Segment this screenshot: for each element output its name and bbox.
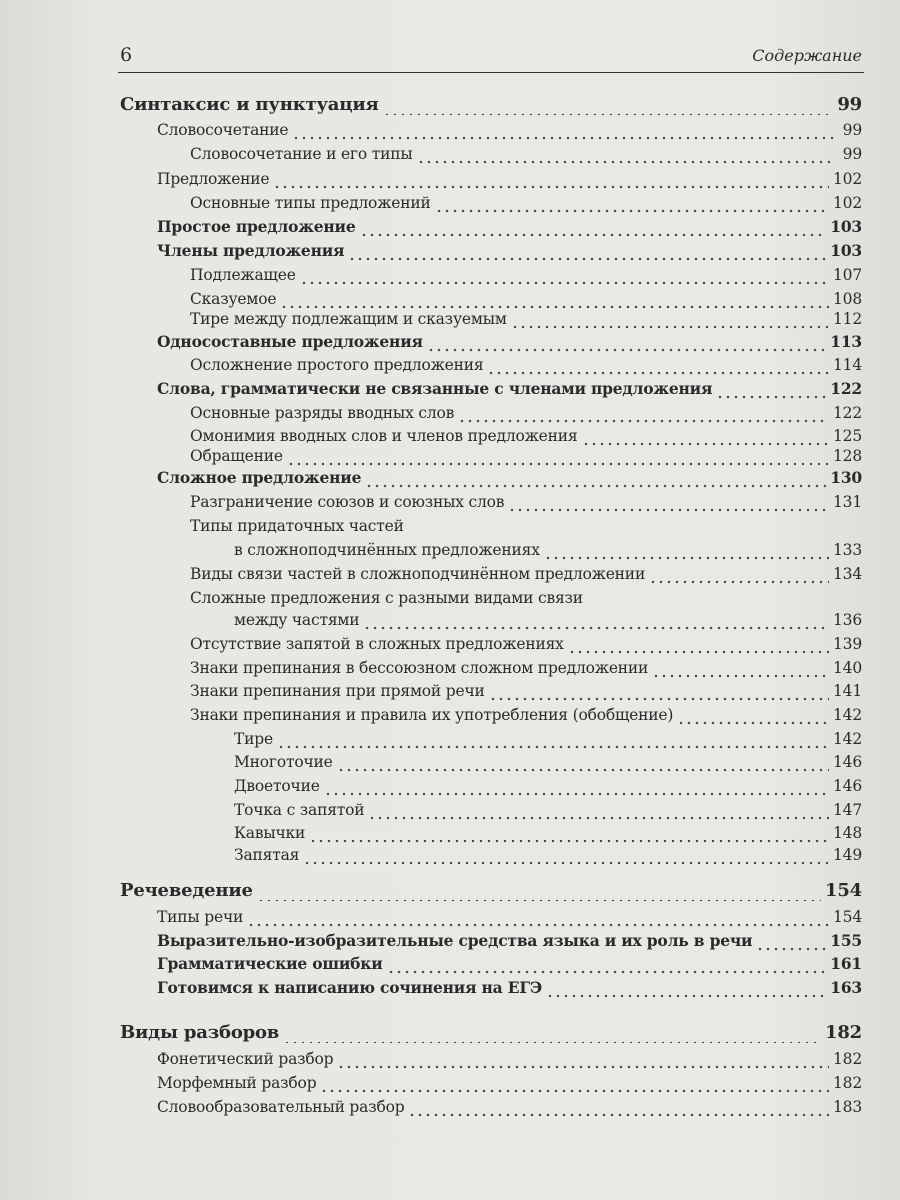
page-number: 6 (120, 44, 133, 66)
toc-entry-title: Фонетический разбор (157, 1050, 334, 1068)
toc-entry (190, 703, 862, 725)
toc-entry (157, 330, 862, 352)
toc-entry (120, 1017, 862, 1043)
toc-entry (157, 1047, 862, 1069)
toc-entry-page: 113 (830, 332, 862, 351)
toc-entry-title: Члены предложения (157, 241, 345, 260)
dot-leader (417, 144, 837, 164)
dot-leader (257, 881, 821, 901)
toc-entry-title: Основные разряды вводных слов (190, 404, 455, 422)
toc-entry (157, 377, 862, 399)
toc-entry-title: Словосочетание (157, 121, 289, 139)
dot-leader (363, 610, 829, 630)
toc-entry-page: 154 (825, 880, 862, 901)
toc-entry-page: 163 (830, 978, 862, 997)
toc-entry-page: 148 (833, 824, 862, 842)
toc-entry (157, 1071, 862, 1093)
toc-entry-page: 99 (837, 94, 862, 115)
dot-leader (487, 355, 829, 375)
dot-leader (300, 265, 829, 285)
toc-entry-title: Знаки препинания и правила их употребления (обобщение) (190, 706, 674, 724)
toc-entry-title: Тире (234, 730, 273, 748)
dot-leader (348, 241, 826, 261)
toc-entry (157, 466, 862, 488)
toc-entry-title: Речеведение (120, 880, 253, 901)
toc-entry-title: Синтаксис и пунктуация (120, 94, 379, 115)
toc-entry-page: 122 (830, 379, 862, 398)
dot-leader (337, 1049, 829, 1069)
toc-entry-page: 136 (833, 611, 862, 629)
toc-entry (234, 538, 862, 560)
toc-entry (190, 287, 862, 309)
toc-entry-title: Виды разборов (120, 1022, 280, 1043)
dot-leader (387, 954, 827, 974)
toc-entry-title: Разграничение союзов и союзных слов (190, 493, 505, 511)
dot-leader (582, 426, 830, 446)
dot-leader (587, 588, 836, 608)
toc-entry-page: 142 (833, 706, 862, 724)
toc-entry-title: между частями (234, 611, 360, 629)
dot-leader (546, 978, 826, 998)
toc-entry-page: 108 (833, 290, 862, 308)
toc-entry-title: Сказуемое (190, 290, 277, 308)
dot-leader (652, 658, 829, 678)
toc-entry-title: Кавычки (234, 824, 306, 842)
toc-entry-page: 140 (833, 659, 862, 677)
toc-entry (120, 89, 862, 115)
dot-leader (677, 705, 829, 725)
toc-entry-title: Отсутствие запятой в сложных предложениях (190, 635, 564, 653)
dot-leader (320, 1073, 829, 1093)
toc-entry-title: Тире между подлежащим и сказуемым (190, 310, 507, 328)
toc-entry (190, 353, 862, 375)
toc-entry-page: 103 (830, 241, 862, 260)
toc-entry-page: 147 (833, 801, 862, 819)
dot-leader (511, 309, 829, 329)
toc-entry-title: Готовимся к написанию сочинения на ЕГЭ (157, 978, 542, 997)
toc-entry-page: 146 (833, 753, 862, 771)
toc-entry (190, 424, 862, 446)
toc-entry-page: 146 (833, 777, 862, 795)
dot-leader (489, 681, 829, 701)
toc-entry-page: 155 (830, 931, 862, 950)
toc-entry (234, 750, 862, 772)
toc-entry-page: 99 (842, 121, 862, 139)
toc-entry (190, 490, 862, 512)
toc-entry-page: 102 (833, 170, 862, 188)
toc-entry (234, 798, 862, 820)
toc-entry-title: Многоточие (234, 753, 333, 771)
toc-entry-page: 131 (833, 493, 862, 511)
toc-entry (190, 191, 862, 213)
toc-entry-title: Двоеточие (234, 777, 320, 795)
toc-entry-title: Односоставные предложения (157, 332, 423, 351)
toc-entry-title: Основные типы предложений (190, 194, 431, 212)
toc-entry-title: Сложное предложение (157, 468, 362, 487)
toc-entry (120, 875, 862, 901)
toc-entry-title: Сложные предложения с разными видами связи (190, 589, 583, 607)
dot-leader (273, 169, 829, 189)
toc-entry-title: Подлежащее (190, 266, 296, 284)
toc-entry (190, 444, 862, 466)
toc-entry-page: 182 (833, 1050, 862, 1068)
toc-entry-title: Типы придаточных частей (190, 517, 404, 535)
toc-entry (234, 843, 862, 865)
toc-entry-title: Словосочетание и его типы (190, 145, 413, 163)
toc-entry-page: 142 (833, 730, 862, 748)
toc-entry-page: 122 (833, 404, 862, 422)
toc-entry-page: 130 (830, 468, 862, 487)
toc-entry (234, 727, 862, 749)
dot-leader (280, 289, 829, 309)
toc-entry-page: 128 (833, 447, 862, 465)
dot-leader (277, 729, 829, 749)
dot-leader (458, 403, 829, 423)
toc-entry-page: 102 (833, 194, 862, 212)
toc-entry-title: Выразительно-изобразительные средства языка и их роль в речи (157, 931, 753, 950)
toc-entry-page: 125 (833, 427, 862, 445)
toc-entry (157, 167, 862, 189)
dot-leader (309, 823, 829, 843)
toc-entry (190, 679, 862, 701)
dot-leader (756, 931, 826, 951)
toc-entry (190, 263, 862, 285)
toc-entry-title: Виды связи частей в сложноподчинённом предложении (190, 565, 646, 583)
dot-leader (649, 564, 829, 584)
dot-leader (383, 95, 834, 115)
toc-entry (190, 401, 862, 423)
dot-leader (303, 845, 829, 865)
toc-entry-page: 182 (825, 1022, 862, 1043)
toc-entry (157, 239, 862, 261)
header-rule (118, 72, 864, 73)
toc-entry (157, 952, 862, 974)
toc-entry (234, 774, 862, 796)
dot-leader (435, 193, 829, 213)
toc-entry (234, 821, 862, 843)
toc-entry-title: Знаки препинания в бессоюзном сложном предложении (190, 659, 649, 677)
dot-leader (408, 516, 836, 536)
dot-leader (247, 907, 829, 927)
dot-leader (716, 379, 826, 399)
toc-entry (190, 656, 862, 678)
toc-entry-title: Слова, грамматически не связанные с членами предложения (157, 379, 713, 398)
toc-entry-page: 183 (833, 1098, 862, 1116)
dot-leader (287, 446, 829, 466)
dot-leader (365, 468, 826, 488)
toc-entry-title: Омонимия вводных слов и членов предложения (190, 427, 578, 445)
toc-entry (234, 608, 862, 630)
toc-entry-page: 161 (830, 954, 862, 973)
toc-entry (190, 586, 862, 608)
toc-entry-title: Обращение (190, 447, 283, 465)
toc-entry-page: 99 (842, 145, 862, 163)
dot-leader (568, 634, 829, 654)
toc-entry (157, 976, 862, 998)
toc-entry (157, 1095, 862, 1117)
toc-entry-title: Предложение (157, 170, 270, 188)
toc-entry-page: 141 (833, 682, 862, 700)
toc-entry-page: 103 (830, 217, 862, 236)
toc-entry-page: 133 (833, 541, 862, 559)
toc-entry-title: Морфемный разбор (157, 1074, 317, 1092)
dot-leader (368, 800, 829, 820)
toc-entry (190, 307, 862, 329)
toc-entry (190, 562, 862, 584)
toc-entry (157, 905, 862, 927)
toc-entry-page: 154 (833, 908, 862, 926)
toc-entry-page: 149 (833, 846, 862, 864)
dot-leader (292, 120, 836, 140)
toc-entry (157, 215, 862, 237)
dot-leader (544, 540, 829, 560)
toc-entry-title: Точка с запятой (234, 801, 365, 819)
toc-entry-title: Осложнение простого предложения (190, 356, 484, 374)
dot-leader (283, 1023, 821, 1043)
toc-entry-title: Грамматические ошибки (157, 954, 383, 973)
toc-entry-title: в сложноподчинённых предложениях (234, 541, 540, 559)
toc-entry-page: 182 (833, 1074, 862, 1092)
toc-entry-page: 112 (833, 310, 862, 328)
toc-entry-title: Знаки препинания при прямой речи (190, 682, 485, 700)
dot-leader (508, 492, 829, 512)
toc-entry-page: 134 (833, 565, 862, 583)
dot-leader (408, 1097, 829, 1117)
toc-entry (157, 929, 862, 951)
toc-entry-page: 107 (833, 266, 862, 284)
toc-entry-page: 139 (833, 635, 862, 653)
running-title: Содержание (752, 46, 862, 65)
dot-leader (427, 332, 826, 352)
toc-entry-title: Запятая (234, 846, 300, 864)
toc-entry (157, 118, 862, 140)
dot-leader (337, 752, 829, 772)
dot-leader (360, 217, 827, 237)
toc-entry (190, 632, 862, 654)
dot-leader (324, 776, 829, 796)
toc-entry (190, 142, 862, 164)
toc-entry (190, 514, 862, 536)
toc-entry-title: Простое предложение (157, 217, 356, 236)
toc-entry-title: Словообразовательный разбор (157, 1098, 405, 1116)
toc-entry-title: Типы речи (157, 908, 244, 926)
toc-entry-page: 114 (833, 356, 862, 374)
